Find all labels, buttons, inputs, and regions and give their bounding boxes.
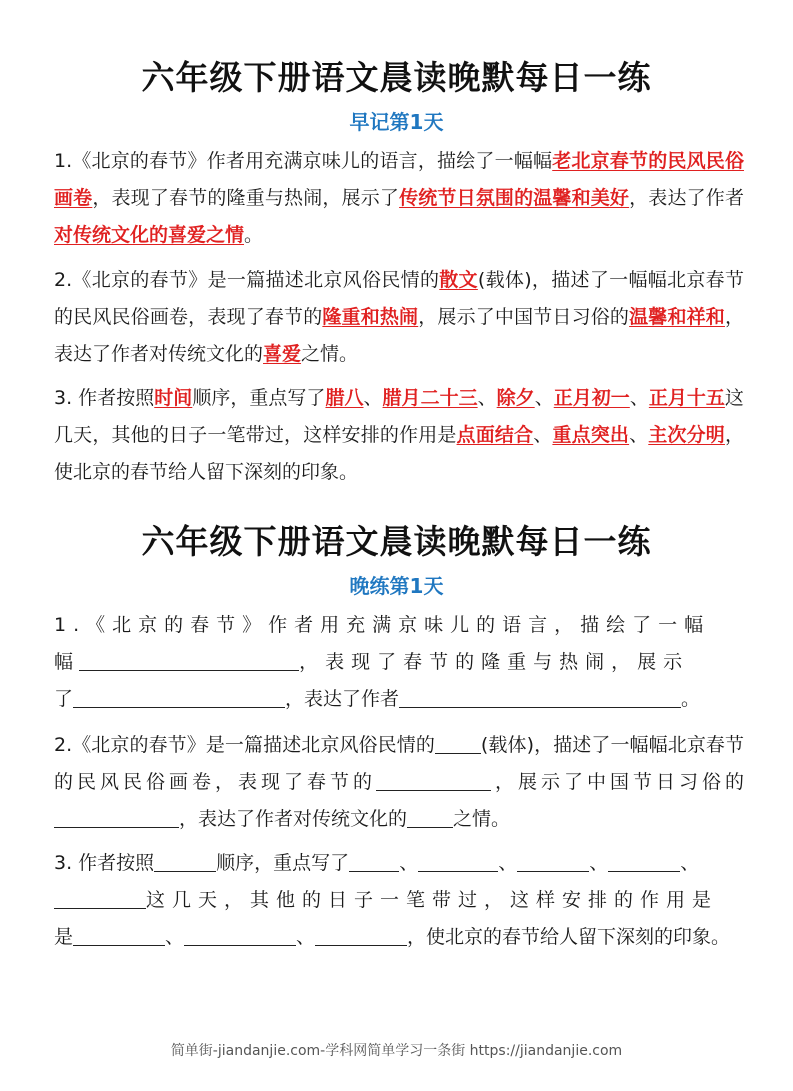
evening-question-3 [54,845,744,956]
text: 。 [681,688,701,710]
separator: 、 [363,387,383,409]
text: 2.《北京的春节》是一篇描述北京风俗民情的 [54,269,440,291]
answer: 正月初一 [553,387,630,409]
answer-blank[interactable] [608,849,680,872]
morning-title: 六年级下册语文晨读晚默每日一练 [141,58,652,97]
text: ，表现了春节的隆重与热闹，展示 [299,651,690,673]
answer: 传统节日氛围的温馨和美好 [399,187,630,209]
text: 这几天，其他的日子一笔带过，这样安排的作用是 [54,387,744,446]
morning-question-1 [54,143,744,254]
answer-blank[interactable] [54,886,146,909]
answer-blank[interactable] [517,849,589,872]
text: ，表达了作者 [629,187,744,209]
separator: 、 [477,387,497,409]
answer: 主次分明 [648,424,725,446]
separator: 、 [296,926,316,948]
answer-blank[interactable] [79,648,299,671]
text: (载体)，描述了一幅幅北京春节的民风民俗画卷，表现了春节的 [54,734,744,793]
text: 顺序，重点写了 [216,852,350,874]
separator: 、 [589,852,609,874]
text: 是 [54,926,74,948]
answer: 喜爱 [263,343,302,365]
answer-blank[interactable] [315,923,407,946]
separator: 、 [165,926,185,948]
text: 。 [244,224,264,246]
morning-subtitle: 早记第1天 [349,110,444,134]
text: 1.《北京的春节》作者用充满京味儿的语言，描绘了一幅 [54,614,711,636]
morning-question-2 [54,262,744,373]
text: ，展示了中国节日习俗的 [418,306,630,328]
separator: 、 [533,424,553,446]
answer-blank[interactable] [73,685,285,708]
answer-blank[interactable] [349,849,399,872]
answer-blank[interactable] [418,849,498,872]
answer-blank[interactable] [376,768,491,791]
answer-blank[interactable] [435,731,481,754]
answer: 对传统文化的喜爱之情 [54,224,245,246]
answer: 散文 [439,269,478,291]
text: 之情。 [301,343,359,365]
evening-question-2 [54,727,744,838]
text: ，表达了作者对传统文化的 [54,306,744,365]
text: ，展示了中国节日习俗的 [490,771,744,793]
answer: 隆重和热闹 [322,306,419,328]
footer-watermark: 简单街-jiandanjie.com-学科网简单学习一条街 https://jiandanjie.com [170,1043,623,1059]
answer-blank[interactable] [399,685,681,708]
separator: 、 [629,387,649,409]
answer-blank[interactable] [407,805,453,828]
text: ，表现了春节的隆重与热闹，展示了 [92,187,400,209]
text: 1.《北京的春节》作者用充满京味儿的语言，描绘了一幅幅 [54,150,553,172]
answer: 除夕 [496,387,535,409]
separator: 、 [498,852,518,874]
evening-subtitle: 晚练第1天 [349,574,444,598]
evening-question-1 [54,607,744,718]
text: ，表达了作者 [285,688,400,710]
answer-blank[interactable] [154,849,216,872]
answer: 时间 [154,387,193,409]
text: 3. 作者按照 [54,852,155,874]
separator: 、 [399,852,419,874]
answer: 点面结合 [456,424,534,446]
answer-blank[interactable] [184,923,296,946]
answer-blank[interactable] [73,923,165,946]
text: 顺序，重点写了 [192,387,326,409]
text: 这几天，其他的日子一笔带过，这样安排的作用是 [146,889,719,911]
text: ，使北京的春节给人留下深刻的印象。 [54,424,744,483]
answer: 腊八 [325,387,364,409]
separator: 、 [680,852,700,874]
text: 3. 作者按照 [54,387,155,409]
morning-question-3 [54,380,744,491]
answer: 温馨和祥和 [629,306,725,328]
text: 2.《北京的春节》是一篇描述北京风俗民情的 [54,734,435,756]
evening-title: 六年级下册语文晨读晚默每日一练 [141,522,652,561]
answer: 正月十五 [648,387,725,409]
text: (载体)，描述了一幅幅北京春节的民风民俗画卷，表现了春节的 [54,269,744,328]
text: 了 [54,688,74,710]
text: ，表达了作者对传统文化的 [179,808,408,830]
text: ，使北京的春节给人留下深刻的印象。 [407,926,731,948]
separator: 、 [534,387,554,409]
text: 幅 [54,651,74,673]
text: 之情。 [453,808,511,830]
answer: 重点突出 [552,424,630,446]
answer: 老北京春节的民风民俗画卷 [54,150,744,209]
answer: 腊月二十三 [382,387,478,409]
answer-blank[interactable] [54,805,179,828]
separator: 、 [629,424,649,446]
